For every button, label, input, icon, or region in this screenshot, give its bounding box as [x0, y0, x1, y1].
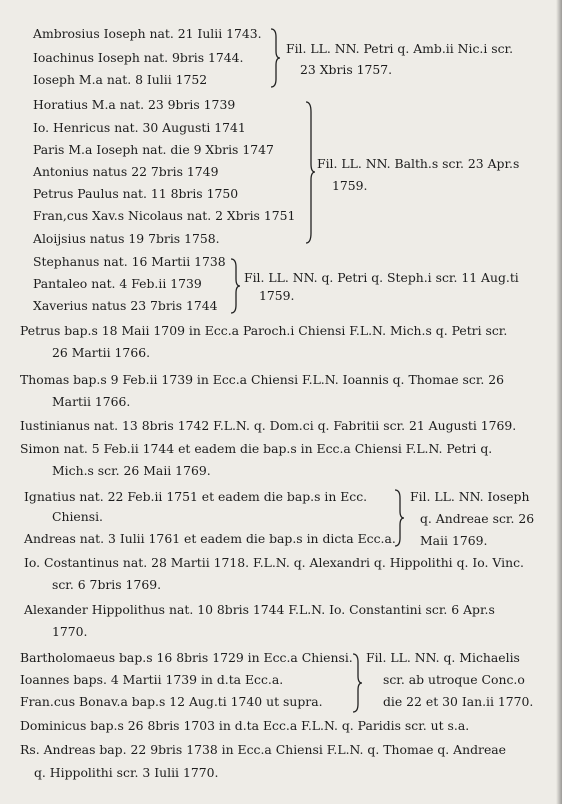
- register-entry: Ioseph M.a nat. 8 Iulii 1752: [33, 72, 208, 87]
- register-entry: Horatius M.a nat. 23 9bris 1739: [33, 97, 236, 112]
- register-entry: Ioachinus Ioseph nat. 9bris 1744.: [33, 50, 244, 65]
- register-entry: Petrus bap.s 18 Maii 1709 in Ecc.a Paroch.i Chiensi F.L.N. Mich.s q. Petri scr.: [20, 323, 508, 338]
- register-entry-continuation: Chiensi.: [52, 509, 103, 524]
- register-entry-continuation: 26 Martii 1766.: [52, 345, 151, 360]
- register-entry: Xaverius natus 23 7bris 1744: [33, 298, 218, 313]
- register-entry: Ignatius nat. 22 Feb.ii 1751 et eadem die bap.s in Ecc.: [24, 489, 368, 504]
- register-entry: Paris M.a Ioseph nat. die 9 Xbris 1747: [33, 142, 274, 157]
- register-entry: Alexander Hippolithus nat. 10 8bris 1744 F.L.N. Io. Constantini scr. 6 Apr.s: [24, 602, 495, 617]
- register-entry: Antonius natus 22 7bris 1749: [33, 164, 219, 179]
- register-entry: Ambrosius Ioseph nat. 21 Iulii 1743.: [33, 26, 262, 41]
- register-entry-continuation: q. Hippolithi scr. 3 Iulii 1770.: [34, 765, 219, 780]
- group-note: 1759.: [332, 178, 368, 193]
- register-entry: Bartholomaeus bap.s 16 8bris 1729 in Ecc.a Chiensi.: [20, 650, 353, 665]
- group-note: 23 Xbris 1757.: [300, 62, 393, 77]
- group-note: q. Andreae scr. 26: [420, 511, 535, 526]
- register-entry: Dominicus bap.s 26 8bris 1703 in d.ta Ecc.a F.L.N. q. Paridis scr. ut s.a.: [20, 718, 470, 733]
- register-entry: Petrus Paulus nat. 11 8bris 1750: [33, 186, 239, 201]
- group-note: 1759.: [259, 288, 295, 303]
- brace: [228, 257, 242, 315]
- register-entry: Ioannes baps. 4 Martii 1739 in d.ta Ecc.a.: [20, 672, 284, 687]
- brace: [303, 100, 317, 245]
- register-entry: Pantaleo nat. 4 Feb.ii 1739: [33, 276, 202, 291]
- register-entry: Rs. Andreas bap. 22 9bris 1738 in Ecc.a Chiensi F.L.N. q. Thomae q. Andreae: [20, 742, 506, 757]
- register-entry: Aloijsius natus 19 7bris 1758.: [33, 231, 220, 246]
- brace: [350, 652, 364, 714]
- register-entry: Fran.cus Bonav.a bap.s 12 Aug.ti 1740 ut supra.: [20, 694, 323, 709]
- group-note: Maii 1769.: [420, 533, 488, 548]
- group-note: Fil. LL. NN. Ioseph: [410, 489, 530, 504]
- page-edge-shadow: [556, 0, 562, 804]
- register-entry-continuation: Mich.s scr. 26 Maii 1769.: [52, 463, 211, 478]
- brace: [392, 488, 406, 548]
- register-entry: Io. Costantinus nat. 28 Martii 1718. F.L.N. q. Alexandri q. Hippolithi q. Io. Vinc.: [24, 555, 524, 570]
- register-entry: Thomas bap.s 9 Feb.ii 1739 in Ecc.a Chiensi F.L.N. Ioannis q. Thomae scr. 26: [20, 372, 505, 387]
- register-entry: Iustinianus nat. 13 8bris 1742 F.L.N. q. Dom.ci q. Fabritii scr. 21 Augusti 1769.: [20, 418, 517, 433]
- group-note: Fil. LL. NN. q. Petri q. Steph.i scr. 11 Aug.ti: [244, 270, 519, 285]
- group-note: scr. ab utroque Conc.o: [383, 672, 525, 687]
- group-note: die 22 et 30 Ian.ii 1770.: [383, 694, 534, 709]
- register-entry: Stephanus nat. 16 Martii 1738: [33, 254, 226, 269]
- register-entry: Simon nat. 5 Feb.ii 1744 et eadem die bap.s in Ecc.a Chiensi F.L.N. Petri q.: [20, 441, 493, 456]
- register-entry-continuation: Martii 1766.: [52, 394, 131, 409]
- register-entry: Fran,cus Xav.s Nicolaus nat. 2 Xbris 1751: [33, 208, 296, 223]
- group-note: Fil. LL. NN. q. Michaelis: [366, 650, 520, 665]
- register-entry: Io. Henricus nat. 30 Augusti 1741: [33, 120, 246, 135]
- register-entry: Andreas nat. 3 Iulii 1761 et eadem die bap.s in dicta Ecc.a.: [24, 531, 396, 546]
- group-note: Fil. LL. NN. Balth.s scr. 23 Apr.s: [317, 156, 520, 171]
- group-note: Fil. LL. NN. Petri q. Amb.ii Nic.i scr.: [286, 41, 514, 56]
- brace: [268, 27, 282, 89]
- register-entry-continuation: 1770.: [52, 624, 88, 639]
- register-entry-continuation: scr. 6 7bris 1769.: [52, 577, 162, 592]
